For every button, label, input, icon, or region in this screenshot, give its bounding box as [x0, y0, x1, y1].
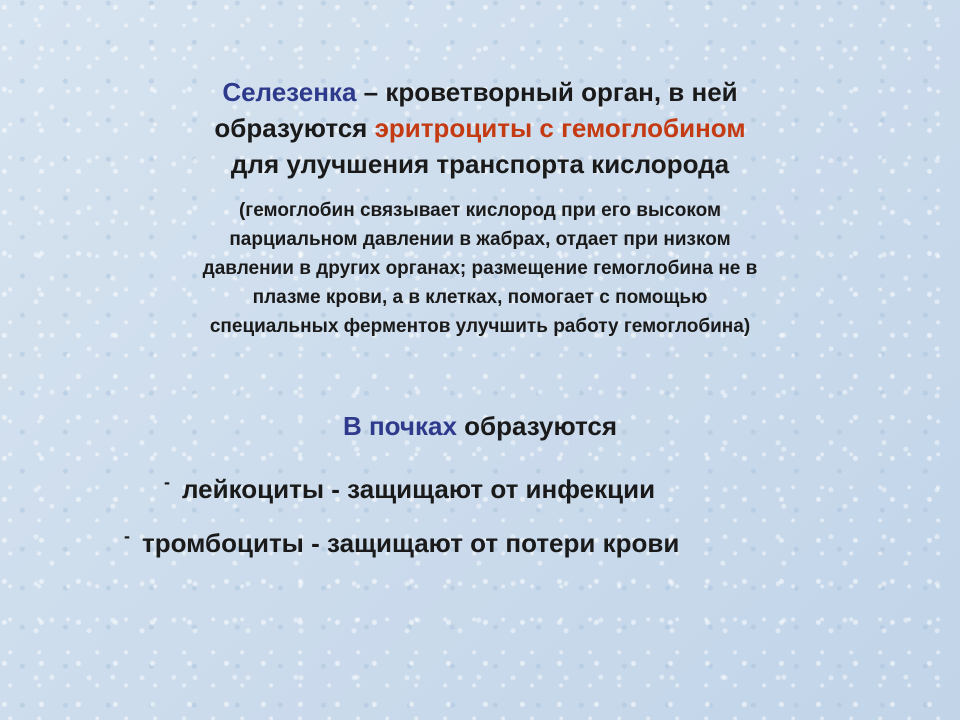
list-dash: -	[164, 472, 170, 492]
kidneys-heading	[0, 408, 960, 444]
list-dash: -	[124, 526, 130, 546]
hemoglobin-paragraph	[100, 196, 860, 341]
headline-part3: для улучшения транспорта кислорода	[230, 149, 730, 179]
headline-part1: – кроветворный орган, в ней	[356, 77, 738, 107]
headline-part2: образуются	[214, 113, 375, 143]
paragraph-line-2: парциальном давлении в жабрах, отдает при низком	[229, 229, 731, 250]
paragraph-line-5: специальных ферментов улучшить работу гемоглобина)	[209, 316, 751, 337]
list-item-text: лейкоциты - защищают от инфекции	[182, 474, 656, 504]
headline-highlight: эритроциты с гемоглобином	[374, 113, 746, 143]
list-item	[164, 464, 655, 507]
paragraph-line-1: (гемоглобин связывает кислород при его высоком	[238, 200, 722, 221]
headline	[90, 74, 870, 182]
headline-lead: Селезенка	[222, 77, 357, 107]
kidneys-rest: образуются	[456, 411, 618, 441]
paragraph-line-4: плазме крови, а в клетках, помогает с помощью	[252, 287, 708, 308]
list-item	[124, 518, 679, 561]
list-item-text: тромбоциты - защищают от потери крови	[142, 528, 680, 558]
kidneys-lead: В почках	[342, 411, 457, 441]
paragraph-line-3: давлении в других органах; размещение гемоглобина не в	[202, 258, 758, 279]
